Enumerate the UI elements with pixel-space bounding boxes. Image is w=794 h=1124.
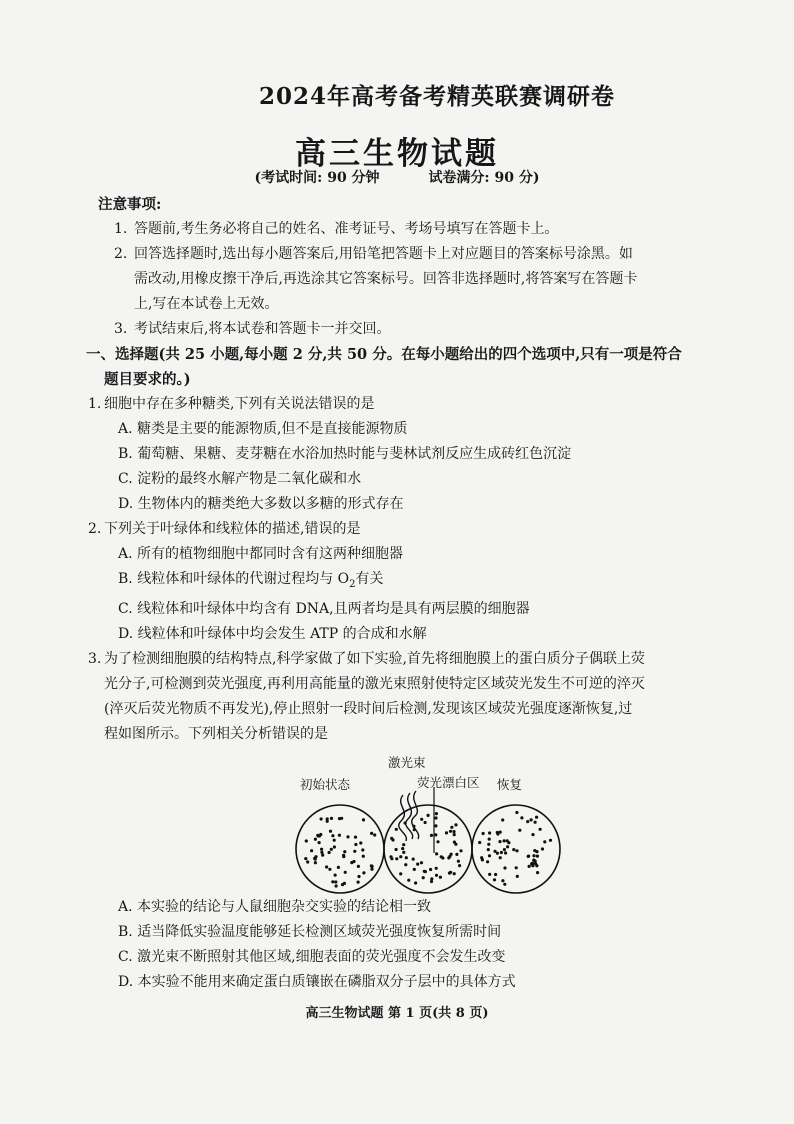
fluorescent-dot	[318, 841, 321, 844]
fluorescent-dot	[457, 859, 460, 862]
fluorescent-dot	[434, 824, 437, 827]
fluorescent-dot	[448, 871, 451, 874]
option-b-text-end: 有关	[355, 571, 384, 587]
notice-num: 2.	[114, 246, 128, 262]
fluorescent-dot	[488, 854, 491, 857]
fluorescent-dot	[420, 861, 423, 864]
fluorescent-dot	[507, 841, 510, 844]
fluorescent-dot	[526, 820, 529, 823]
laser-beam	[399, 795, 407, 841]
fluorescent-dot	[459, 849, 462, 852]
fluorescent-dot	[361, 848, 364, 851]
notice-item	[100, 317, 700, 342]
fluorescent-dot	[320, 851, 323, 854]
figure-label-bleach: 荧光漂白区	[417, 774, 480, 790]
fluorescent-dot	[314, 861, 317, 864]
fluorescent-dot	[449, 829, 452, 832]
fluorescent-dot	[320, 847, 323, 850]
fluorescent-dot	[412, 857, 415, 860]
fluorescent-dot	[535, 815, 538, 818]
fluorescent-dot	[346, 835, 349, 838]
fluorescent-dot	[328, 867, 331, 870]
fluorescent-dot	[503, 866, 506, 869]
fluorescent-dot	[333, 845, 336, 848]
option-c: C. 线粒体和叶绿体中均含有 DNA,且两者均是具有两层膜的细胞器	[118, 600, 530, 617]
fluorescent-dot	[500, 851, 503, 854]
section-heading	[86, 342, 700, 392]
exam-duration: (考试时间: 90 分钟	[254, 170, 380, 186]
fluorescent-dot	[337, 866, 340, 869]
fluorescent-dot	[320, 817, 323, 820]
fluorescent-dot	[458, 864, 461, 867]
fluorescent-dot	[330, 847, 333, 850]
fluorescent-dot	[535, 864, 538, 867]
cell-outline	[472, 805, 560, 893]
fluorescent-dot	[350, 861, 353, 864]
fluorescent-dot	[434, 816, 437, 819]
fluorescent-dot	[343, 850, 346, 853]
question-number: 2.	[88, 521, 102, 537]
option-a: A. 糖类是主要的能源物质,但不是直接能源物质	[118, 421, 408, 437]
fluorescent-dot	[338, 833, 341, 836]
fluorescent-dot	[539, 827, 542, 830]
fluorescent-dot	[362, 854, 365, 857]
fluorescent-dot	[436, 840, 439, 843]
fluorescent-dot	[430, 877, 433, 880]
laser-beam	[406, 793, 413, 839]
option-b: B. 葡萄糖、果糖、麦芽糖在水浴加热时能与斐林试剂反应生成砖红色沉淀	[118, 446, 572, 462]
fluorescent-dot	[527, 854, 530, 857]
exam-content	[86, 192, 700, 995]
notice-num: 3.	[114, 321, 128, 337]
fluorescent-dot	[536, 854, 539, 857]
fluorescent-dot	[499, 856, 502, 859]
fluorescent-dot	[435, 852, 438, 855]
fluorescent-dot	[331, 880, 334, 883]
fluorescent-dot	[482, 832, 485, 835]
fluorescent-dot	[501, 818, 504, 821]
fluorescent-dot	[420, 817, 423, 820]
fluorescent-dot	[395, 857, 398, 860]
fluorescent-dot	[362, 871, 365, 874]
section-heading-line: 题目要求的。)	[104, 371, 191, 388]
fluorescent-dot	[413, 828, 416, 831]
fluorescent-dot	[478, 841, 481, 844]
section-heading-line: 一、选择题(共 25 小题,每小题 2 分,共 50 分。在每小题给出的四个选项中,只有一项是符合	[86, 346, 682, 363]
figure-label-recover: 恢复	[497, 776, 523, 792]
fluorescent-dot	[453, 833, 456, 836]
option-a: A. 所有的植物细胞中都同时含有这两种细胞器	[118, 546, 404, 562]
fluorescent-dot	[305, 839, 308, 842]
fluorescent-dot	[515, 866, 518, 869]
fluorescent-dot	[515, 849, 518, 852]
fluorescent-dot	[516, 875, 519, 878]
fluorescent-dot	[534, 820, 537, 823]
fluorescent-dot	[488, 873, 491, 876]
fluorescent-dot	[399, 872, 402, 875]
fluorescent-dot	[424, 821, 427, 824]
subject-title: 高三生物试题	[295, 136, 499, 172]
fluorescent-dot	[434, 833, 437, 836]
fluorescent-dot	[435, 873, 438, 876]
fluorescent-dot	[515, 811, 518, 814]
option-c: C. 淀粉的最终水解产物是二氧化碳和水	[118, 471, 362, 487]
notice-heading: 注意事项:	[98, 196, 162, 213]
fluorescent-dot	[536, 871, 539, 874]
fluorescent-dot	[454, 823, 457, 826]
question-3-stem	[86, 647, 700, 672]
fluorescent-dot	[370, 867, 373, 870]
fluorescent-dot	[373, 833, 376, 836]
fluorescent-dot	[304, 857, 307, 860]
fluorescent-dot	[370, 832, 373, 835]
fluorescent-dot	[359, 841, 362, 844]
fluorescent-dot	[414, 881, 417, 884]
fluorescent-dot	[488, 837, 491, 840]
fluorescent-dot	[401, 847, 404, 850]
subscript: 2	[349, 578, 356, 590]
laser-beam	[412, 791, 419, 839]
fluorescent-dot	[407, 878, 410, 881]
fluorescent-dot	[435, 866, 438, 869]
option-b: B. 适当降低实验温度能够延长检测区域荧光强度恢复所需时间	[118, 923, 502, 940]
fluorescent-dot	[501, 879, 504, 882]
question-number: 3.	[88, 650, 102, 667]
fluorescent-dot	[503, 848, 506, 851]
question-text-line: 程如图所示。下列相关分析错误的是	[104, 725, 328, 742]
cell-recovered	[472, 805, 560, 893]
fluorescent-dot	[334, 873, 337, 876]
fluorescent-dot	[533, 849, 536, 852]
fluorescent-dot	[429, 868, 432, 871]
fluorescent-dot	[506, 845, 509, 848]
fluorescent-dot	[498, 840, 501, 843]
fluorescent-dot	[330, 817, 333, 820]
question-text-line: 光分子,可检测到荧光强度,再利用高能量的激光束照射使特定区域荧光发生不可逆的淬灭	[104, 675, 645, 692]
fluorescent-dot	[441, 856, 444, 859]
fluorescent-dot	[503, 839, 506, 842]
option-b-text: B. 线粒体和叶绿体的代谢过程均与 O	[118, 571, 350, 587]
exam-name: 2024年高考备考精英联赛调研卷	[258, 83, 615, 110]
fluorescent-dot	[354, 835, 357, 838]
fluorescent-dot	[331, 834, 334, 837]
fluorescent-dot	[541, 847, 544, 850]
fluorescent-dot	[493, 878, 496, 881]
fluorescent-dot	[399, 855, 402, 858]
fluorescent-dot	[549, 838, 552, 841]
fluorescent-dot	[503, 882, 506, 885]
fluorescent-dot	[335, 884, 338, 887]
fluorescent-dot	[450, 852, 453, 855]
fluorescent-dot	[487, 848, 490, 851]
fluorescent-dot	[316, 834, 319, 837]
notice-item	[100, 242, 700, 317]
fluorescent-dot	[333, 838, 336, 841]
fluorescent-dot	[395, 827, 398, 830]
fluorescent-dot	[404, 821, 407, 824]
fluorescent-dot	[423, 869, 426, 872]
option-d: D. 本实验不能用来确定蛋白质镶嵌在磷脂双分子层中的具体方式	[118, 973, 516, 990]
fluorescent-dot	[504, 851, 507, 854]
fluorescent-dot	[357, 865, 360, 868]
fluorescent-dot	[416, 862, 419, 865]
fluorescent-dot	[453, 872, 456, 875]
fluorescent-dot	[494, 873, 497, 876]
fluorescent-dot	[532, 854, 535, 857]
question-text-line: 为了检测细胞膜的结构特点,科学家做了如下实验,首先将细胞膜上的蛋白质分子偶联上荧	[104, 650, 645, 667]
fluorescent-dot	[357, 875, 360, 878]
fluorescent-dot	[343, 882, 346, 885]
fluorescent-dot	[530, 818, 533, 821]
fluorescent-dot	[329, 829, 332, 832]
notice-text-line: 需改动,用橡皮擦干净后,再选涂其它答案标号。回答非选择题时,将答案写在答题卡	[134, 271, 638, 287]
fluorescent-dot	[344, 870, 347, 873]
fluorescent-dot	[334, 880, 337, 883]
fluorescent-dot	[453, 840, 456, 843]
fluorescent-dot	[328, 851, 331, 854]
notice-item	[100, 217, 700, 242]
fluorescent-dot	[357, 880, 360, 883]
fluorescent-dot	[310, 849, 313, 852]
question-text-line: (淬灭后荧光物质不再发光),停止照射一段时间后检测,发现该区域荧光强度逐渐恢复,过	[104, 700, 633, 717]
page-footer: 高三生物试题 第 1 页(共 8 页)	[305, 1006, 489, 1021]
fluorescent-dot	[390, 837, 393, 840]
fluorescent-dot	[496, 831, 499, 834]
fluorescent-dot	[326, 817, 329, 820]
option-d: D. 线粒体和叶绿体中均会发生 ATP 的合成和水解	[118, 625, 427, 642]
fluorescent-dot	[518, 828, 521, 831]
fluorescent-dot	[452, 830, 455, 833]
fluorescent-dot	[499, 830, 502, 833]
fluorescent-dot	[531, 833, 534, 836]
fluorescent-dot	[430, 834, 433, 837]
fluorescent-dot	[486, 860, 489, 863]
option-c: C. 激光束不断照射其他区域,细胞表面的荧光强度不会发生改变	[118, 948, 506, 965]
fluorescent-dot	[413, 868, 416, 871]
cell-bleached	[384, 787, 472, 893]
question-text: 细胞中存在多种糖类,下列有关说法错误的是	[104, 396, 375, 412]
notice-text-line: 上,写在本试卷上无效。	[134, 296, 279, 312]
notice-text: 考试结束后,将本试卷和答题卡一并交回。	[134, 321, 391, 337]
fluorescent-dot	[531, 861, 534, 864]
fluorescent-dot	[445, 831, 448, 834]
fluorescent-dot	[422, 876, 425, 879]
fluorescent-dot	[325, 865, 328, 868]
notice-text: 答题前,考生务必将自己的姓名、准考证号、考场号填写在答题卡上。	[134, 221, 559, 237]
fluorescent-dot	[314, 837, 317, 840]
fluorescent-dot	[450, 825, 453, 828]
fluorescent-dot	[412, 824, 415, 827]
exam-time-info	[0, 167, 794, 187]
fluorescent-dot	[520, 816, 523, 819]
fluorescent-dot	[496, 851, 499, 854]
membrane-fluorescence-figure	[100, 747, 700, 895]
fluorescent-dot	[402, 843, 405, 846]
fluorescent-dot	[405, 856, 408, 859]
fluorescent-dot	[512, 848, 515, 851]
notice-text-line: 回答选择题时,选出每小题答案后,用铅笔把答题卡上对应题目的答案标号涂黑。如	[134, 246, 633, 262]
cell-initial	[296, 805, 384, 893]
fluorescent-dot	[306, 860, 309, 863]
question-number: 1.	[88, 396, 102, 412]
option-b	[100, 567, 700, 597]
fluorescent-dot	[528, 865, 531, 868]
question-1-stem	[86, 392, 700, 417]
fluorescent-dot	[488, 831, 491, 834]
fluorescent-dot	[354, 843, 357, 846]
fluorescent-dot	[543, 840, 546, 843]
fluorescent-dot	[362, 818, 365, 821]
fluorescent-dot	[338, 817, 341, 820]
fluorescent-dot	[389, 855, 392, 858]
option-d: D. 生物体内的糖类绝大多数以多糖的形式存在	[118, 496, 404, 512]
notice-num: 1.	[114, 221, 128, 237]
fluorescent-dot	[404, 863, 407, 866]
option-a: A. 本实验的结论与人鼠细胞杂交实验的结论相一致	[118, 898, 432, 915]
fluorescent-dot	[353, 849, 356, 852]
fluorescent-dot	[395, 848, 398, 851]
figure-label-laser: 激光束	[388, 754, 426, 770]
fluorescent-dot	[342, 854, 345, 857]
figure-drawing	[290, 787, 590, 897]
fluorescent-dot	[455, 853, 458, 856]
figure-label-initial: 初始状态	[300, 776, 351, 792]
fluorescent-dot	[480, 856, 483, 859]
question-2-stem	[86, 517, 700, 542]
fluorescent-dot	[314, 855, 317, 858]
exam-full-score: 试卷满分: 90 分)	[428, 170, 540, 186]
fluorescent-dot	[439, 875, 442, 878]
question-text: 下列关于叶绿体和线粒体的描述,错误的是	[104, 521, 361, 537]
fluorescent-dot	[321, 853, 324, 856]
fluorescent-dot	[435, 812, 438, 815]
fluorescent-dot	[427, 814, 430, 817]
fluorescent-dot	[402, 851, 405, 854]
fluorescent-dot	[487, 842, 490, 845]
